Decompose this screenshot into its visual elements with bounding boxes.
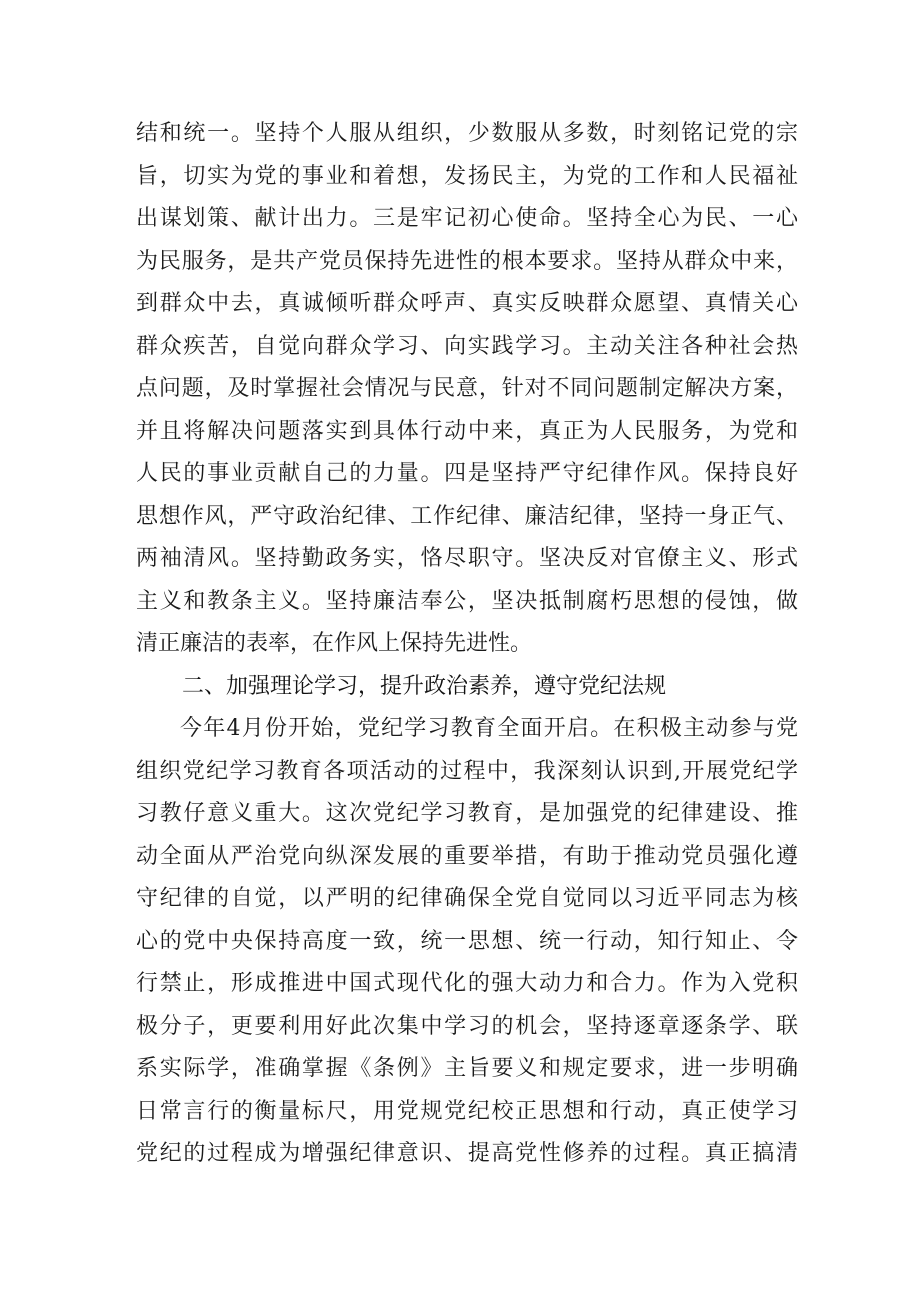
text-line: 系实际学，准确掌握《条例》主旨要义和规定要求，进一步明确 xyxy=(136,1056,798,1081)
text-line: 党纪的过程成为增强纪律意识、提高党性修养的过程。真正搞清 xyxy=(136,1141,798,1166)
text-line: 心的党中央保持高度一致，统一思想、统一行动，知行知止、令 xyxy=(136,928,798,954)
text-line: 群众疾苦，自觉向群众学习、向实践学习。主动关注各种社会热 xyxy=(136,333,798,359)
text-line: 人民的事业贡献自己的力量。四是坚持严守纪律作风。保持良好 xyxy=(136,461,798,486)
text-line: 行禁止，形成推进中国式现代化的强大动力和合力。作为入党积 xyxy=(136,971,798,996)
text-line: 动全面从严治党向纵深发展的重要举措，有助于推动党员强化遵 xyxy=(136,843,798,869)
text-line: 极分子，更要利用好此次集中学习的机会，坚持逐章逐条学、联 xyxy=(136,1013,798,1039)
text-line: 今年4月份开始，党纪学习教育全面开启。在积极主动参与党 xyxy=(180,716,798,741)
section-heading: 二、加强理论学习，提升政治素养，遵守党纪法规 xyxy=(182,673,667,699)
text-line: 组织党纪学习教育各项活动的过程中，我深刻认识到,开展党纪学 xyxy=(136,758,798,784)
paragraph-2 xyxy=(136,708,798,1176)
text-line: 并且将解决问题落实到具体行动中来，真正为人民服务，为党和 xyxy=(136,418,798,444)
text-line: 出谋划策、献计出力。三是牢记初心使命。坚持全心为民、一心 xyxy=(136,206,798,231)
text-line: 主义和教条主义。坚持廉洁奉公，坚决抵制腐朽思想的侵蚀，做 xyxy=(136,588,798,614)
text-line: 到群众中去，真诚倾听群众呼声、真实反映群众愿望、真情关心 xyxy=(136,291,798,316)
text-line: 两袖清风。坚持勤政务实，恪尽职守。坚决反对官僚主义、形式 xyxy=(136,546,798,571)
text-line: 守纪律的自觉，以严明的纪律确保全党自觉同以习近平同志为核 xyxy=(136,886,798,911)
document-body xyxy=(136,113,798,1176)
text-line: 点问题，及时掌握社会情况与民意，针对不同问题制定解决方案， xyxy=(136,376,798,401)
text-line: 思想作风，严守政治纪律、工作纪律、廉洁纪律，坚持一身正气、 xyxy=(136,503,798,529)
text-line: 结和统一。坚持个人服从组织，少数服从多数，时刻铭记党的宗 xyxy=(136,121,798,146)
text-line: 清正廉洁的表率，在作风上保持先进性。 xyxy=(136,631,533,656)
text-line: 为民服务，是共产党员保持先进性的根本要求。坚持从群众中来， xyxy=(136,248,798,274)
text-line: 习教仔意义重大。这次党纪学习教育，是加强党的纪律建设、推 xyxy=(136,801,798,826)
text-line: 日常言行的衡量标尺，用党规党纪校正思想和行动，真正使学习 xyxy=(136,1098,798,1124)
text-line: 旨，切实为党的事业和着想，发扬民主，为党的工作和人民福祉 xyxy=(136,163,798,189)
paragraph-1 xyxy=(136,113,798,666)
